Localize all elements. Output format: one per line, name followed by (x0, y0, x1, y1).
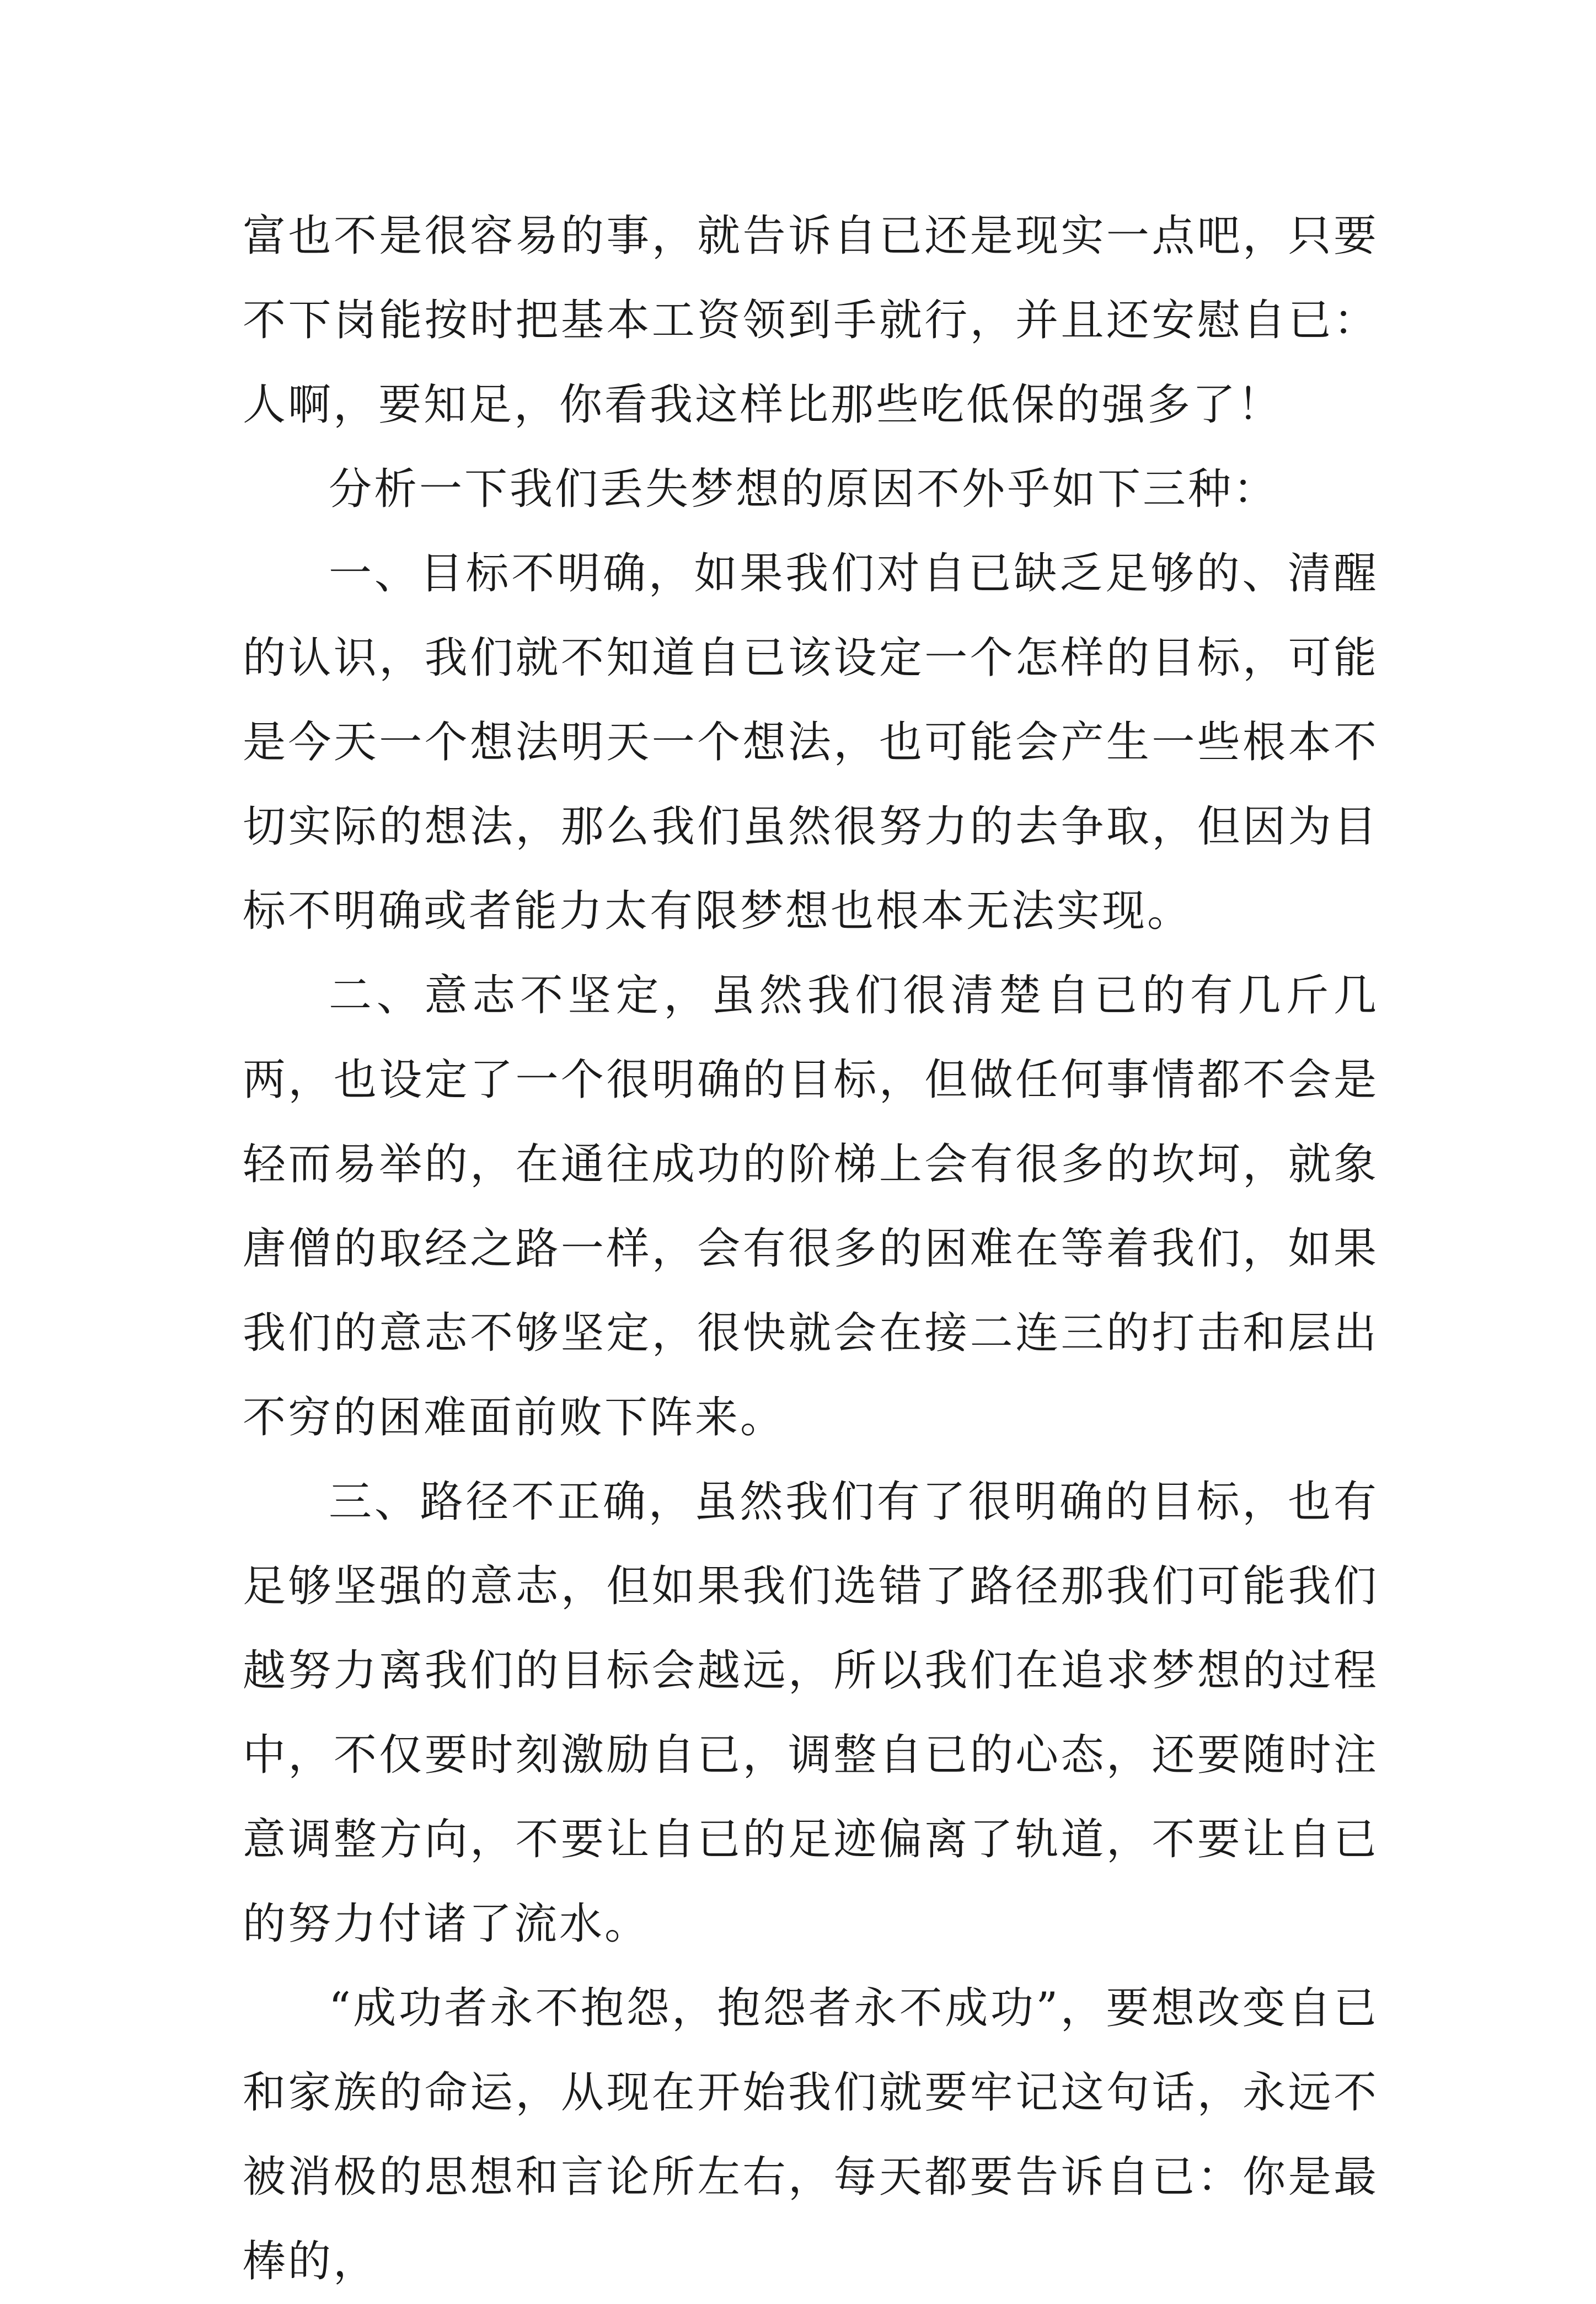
paragraph-2: 分析一下我们丢失梦想的原因不外乎如下三种： (329, 464, 1279, 514)
paragraph-6: “成功者永不抱怨，抱怨者永不成功”，要想改变自已和家族的命运，从现在开始我们就要牢记这句话，永远不被消极的思想和言论所左右，每天都要告诉自已：你是最棒的， (243, 1984, 1379, 2286)
paragraph-1: 富也不是很容易的事，就告诉自已还是现实一点吧，只要不下岗能按时把基本工资领到手就行，并且还安慰自已：人啊，要知足，你看我这样比那些吃低保的强多了！ (243, 211, 1379, 430)
paragraph-4: 二、意志不坚定，虽然我们很清楚自已的有几斤几两，也设定了一个很明确的目标，但做任何事情都不会是轻而易举的，在通往成功的阶梯上会有很多的坎坷，就象唐僧的取经之路一样，会有很多的困难在等着我们，如果我们的意志不够坚定，很快就会在接二连三的打击和层出不穷的困难面前败下阵来。 (243, 971, 1379, 1442)
document-body (243, 194, 1379, 2304)
paragraph-5: 三、路径不正确，虽然我们有了很明确的目标，也有足够坚强的意志，但如果我们选错了路径那我们可能我们越努力离我们的目标会越远，所以我们在追求梦想的过程中，不仅要时刻激励自已，调整自已的心态，还要随时注意调整方向，不要让自已的足迹偏离了轨道，不要让自已的努力付诸了流水。 (243, 1477, 1379, 1949)
paragraph-3: 一、目标不明确，如果我们对自已缺乏足够的、清醒的认识，我们就不知道自已该设定一个怎样的目标，可能是今天一个想法明天一个想法，也可能会产生一些根本不切实际的想法，那么我们虽然很努力的去争取，但因为目标不明确或者能力太有限梦想也根本无法实现。 (243, 549, 1379, 936)
